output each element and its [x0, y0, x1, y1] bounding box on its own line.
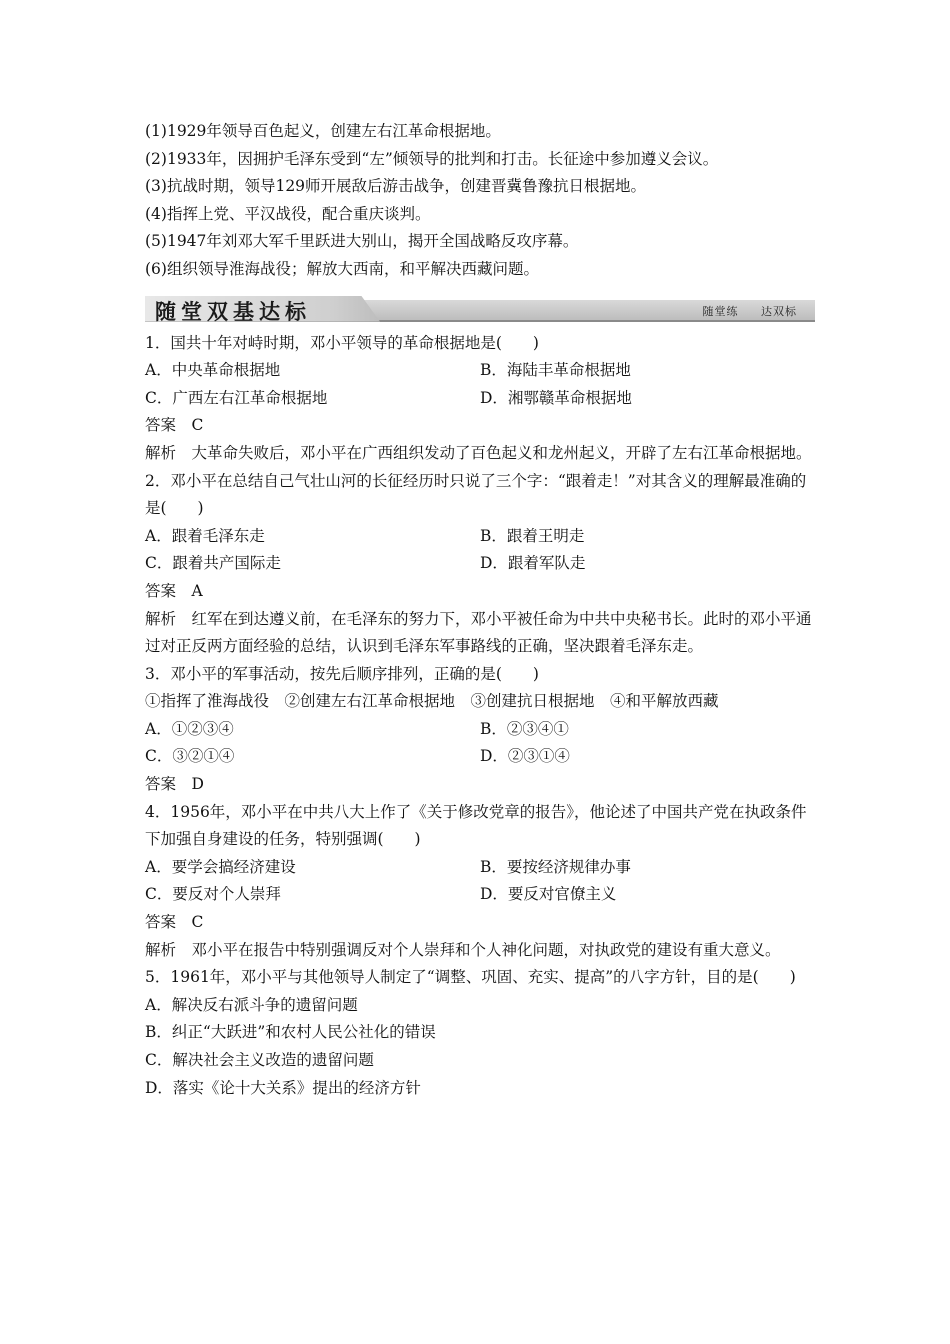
analysis: 解析 大革命失败后，邓小平在广西组织发动了百色起义和龙州起义，开辟了左右江革命根据地。: [145, 443, 812, 462]
question-stem: 5．1961年，邓小平与其他领导人制定了“调整、巩固、充实、提高”的八字方针，目的是( ): [145, 968, 796, 987]
question-2: [145, 468, 815, 661]
question-stem: 3．邓小平的军事活动，按先后顺序排列，正确的是( ): [145, 664, 539, 683]
answer: 答案 D: [145, 775, 204, 794]
option-d: D．落实《论十大关系》提出的经济方针: [145, 1078, 421, 1097]
options-row: [145, 881, 815, 909]
options-row: [145, 385, 815, 413]
option-b: B．跟着王明走: [480, 526, 585, 545]
option-d: D．湘鄂赣革命根据地: [480, 388, 632, 407]
analysis: 解析 邓小平在报告中特别强调反对个人崇拜和个人神化问题，对执政党的建设有重大意义。: [145, 940, 781, 959]
option-c: C．广西左右江革命根据地: [145, 388, 328, 407]
question-5: [145, 964, 815, 1102]
option-d: D．跟着军队走: [480, 554, 586, 573]
intro-line-5: (5)1947年刘邓大军千里跃进大别山，揭开全国战略反攻序幕。: [145, 232, 579, 251]
intro-list: [145, 118, 815, 284]
answer: 答案 A: [145, 581, 203, 600]
answer: 答案 C: [145, 913, 204, 932]
options-row: [145, 550, 815, 578]
question-items: ①指挥了淮海战役 ②创建左右江革命根据地 ③创建抗日根据地 ④和平解放西藏: [145, 692, 719, 711]
option-c: C．③②①④: [145, 747, 235, 766]
analysis: 解析 红军在到达遵义前，在毛泽东的努力下，邓小平被任命为中共中央秘书长。此时的邓小平通过对正反两方面经验的总结，认识到毛泽东军事路线的正确，坚决跟着毛泽东走。: [145, 609, 812, 656]
options-row: [145, 357, 815, 385]
option-b: B．纠正“大跃进”和农村人民公社化的错误: [145, 1023, 436, 1042]
options-row: [145, 716, 815, 744]
option-a: A．解决反右派斗争的遗留问题: [145, 995, 358, 1014]
question-4: [145, 799, 815, 965]
option-c: C．跟着共产国际走: [145, 554, 281, 573]
option-c: C．要反对个人崇拜: [145, 885, 281, 904]
intro-line-3: (3)抗战时期，领导129师开展敌后游击战争，创建晋冀鲁豫抗日根据地。: [145, 177, 647, 196]
question-stem: 2．邓小平在总结自己气壮山河的长征经历时只说了三个字：“跟着走！”对其含义的理解最准确的是( ): [145, 471, 807, 518]
option-b: B．要按经济规律办事: [480, 857, 631, 876]
option-d: D．要反对官僚主义: [480, 885, 617, 904]
option-a: A．跟着毛泽东走: [145, 526, 265, 545]
option-a: A．要学会搞经济建设: [145, 857, 296, 876]
option-d: D．②③①④: [480, 747, 570, 766]
intro-line-2: (2)1933年，因拥护毛泽东受到“左”倾领导的批判和打击。长征途中参加遵义会议。: [145, 149, 719, 168]
banner-tag: [685, 303, 798, 319]
banner-tag-1: 随堂练: [702, 304, 739, 318]
intro-line-6: (6)组织领导淮海战役；解放大西南，和平解决西藏问题。: [145, 259, 539, 278]
document-page: [145, 118, 815, 1102]
question-3: [145, 661, 815, 799]
option-a: A．①②③④: [145, 719, 234, 738]
banner-title: 随堂双基达标: [155, 298, 311, 324]
intro-line-1: (1)1929年领导百色起义，创建左右江革命根据地。: [145, 122, 501, 140]
options-row: [145, 854, 815, 882]
option-c: C．解决社会主义改造的遗留问题: [145, 1051, 374, 1069]
options-row: [145, 523, 815, 551]
question-stem: 1．国共十年对峙时期，邓小平领导的革命根据地是( ): [145, 333, 539, 352]
option-b: B．海陆丰革命根据地: [480, 361, 631, 380]
option-b: B．②③④①: [480, 719, 569, 738]
question-stem: 4．1956年，邓小平在中共八大上作了《关于修改党章的报告》，他论述了中国共产党在执政条件下加强自身建设的任务，特别强调( ): [145, 802, 807, 849]
banner-tag-2: 达双标: [761, 304, 797, 318]
option-a: A．中央革命根据地: [145, 361, 281, 380]
answer: 答案 C: [145, 416, 204, 435]
question-1: [145, 330, 815, 468]
intro-line-4: (4)指挥上党、平汉战役，配合重庆谈判。: [145, 204, 431, 223]
options-row: [145, 743, 815, 771]
section-banner: [145, 294, 815, 324]
